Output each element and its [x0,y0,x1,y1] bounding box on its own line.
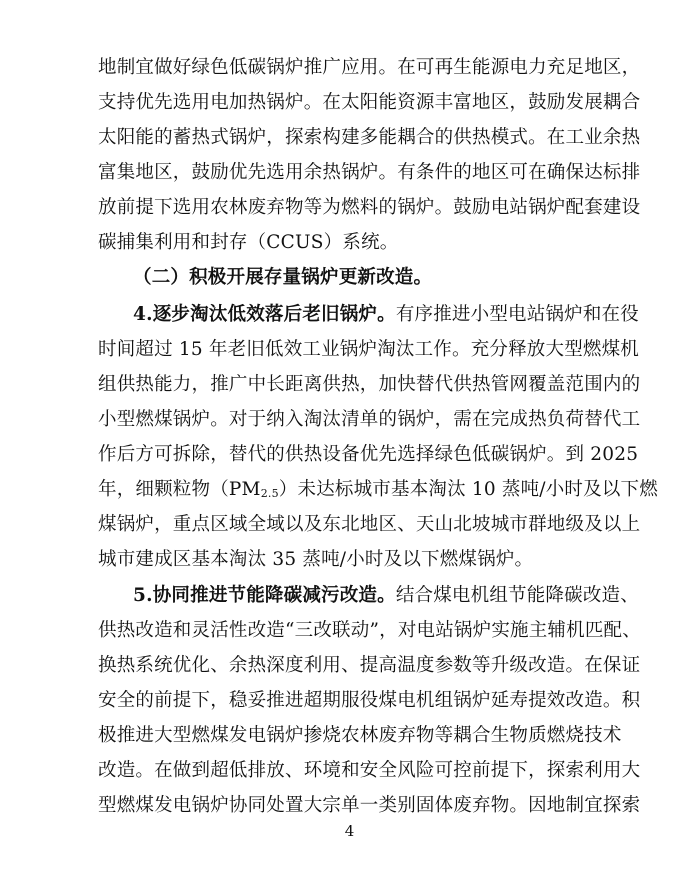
paragraph-line: 城市建成区基本淘汰 35 蒸吨/小时及以下燃煤锅炉。 [98,549,534,570]
item-4-first-line [133,302,639,328]
paragraph-line: 极推进大型燃煤发电锅炉掺烧农林废弃物等耦合生物质燃烧技术 [98,725,622,746]
paragraph-line: 组供热能力，推广中长距离供热，加快替代供热管网覆盖范围内的 [98,374,641,395]
pm25-line-before: 年，细颗粒物（PM [98,479,261,500]
paragraph-line: 供热改造和灵活性改造“三改联动”，对电站锅炉实施主辅机匹配、 [98,620,641,641]
paragraph-line: 放前提下选用农林废弃物等为燃料的锅炉。鼓励电站锅炉配套建设 [98,197,641,218]
paragraph-line: 煤锅炉，重点区域全域以及东北地区、天山北坡城市群地级及以上 [98,514,641,535]
paragraph-line: 地制宜做好绿色低碳锅炉推广应用。在可再生能源电力充足地区， [98,57,641,78]
item-4-first-line-text: 有序推进小型电站锅炉和在役 [395,304,639,325]
paragraph-line: 换热系统优化、余热深度利用、提高温度参数等升级改造。在保证 [98,655,641,676]
paragraph-line: 碳捕集利用和封存（CCUS）系统。 [98,232,399,253]
paragraph-line: 小型燃煤锅炉。对于纳入淘汰清单的锅炉，需在完成热负荷替代工 [98,409,641,430]
item-5-title: 5.协同推进节能降碳减污改造。 [133,585,396,606]
pm25-line-after: ）未达标城市基本淘汰 10 蒸吨/小时及以下燃 [278,479,658,500]
pm25-subscript: 2.5 [260,487,279,500]
paragraph-line: 太阳能的蓄热式锅炉，探索构建多能耦合的供热模式。在工业余热 [98,127,641,148]
section-heading: （二）积极开展存量锅炉更新改造。 [133,267,433,288]
item-5-first-line [133,583,639,609]
paragraph-line: 富集地区，鼓励优先选用余热锅炉。有条件的地区可在确保达标排 [98,162,641,183]
paragraph-line: 型燃煤发电锅炉协同处置大宗单一类别固体废弃物。因地制宜探索 [98,795,641,816]
page-number: 4 [344,822,355,840]
paragraph-line: 作后方可拆除，替代的供热设备优先选择绿色低碳锅炉。到 2025 [98,444,639,465]
item-5-first-line-text: 结合煤电机组节能降碳改造、 [395,585,639,606]
paragraph-line: 安全的前提下，稳妥推进超期服役煤电机组锅炉延寿提效改造。积 [98,690,641,711]
paragraph-line: 改造。在做到超低排放、环境和安全风险可控前提下，探索利用大 [98,760,641,781]
paragraph-line: 时间超过 15 年老旧低效工业锅炉淘汰工作。充分释放大型燃煤机 [98,339,640,360]
pm25-line [98,477,658,507]
paragraph-line: 支持优先选用电加热锅炉。在太阳能资源丰富地区，鼓励发展耦合 [98,92,641,113]
item-4-title: 4.逐步淘汰低效落后老旧锅炉。 [133,304,396,325]
